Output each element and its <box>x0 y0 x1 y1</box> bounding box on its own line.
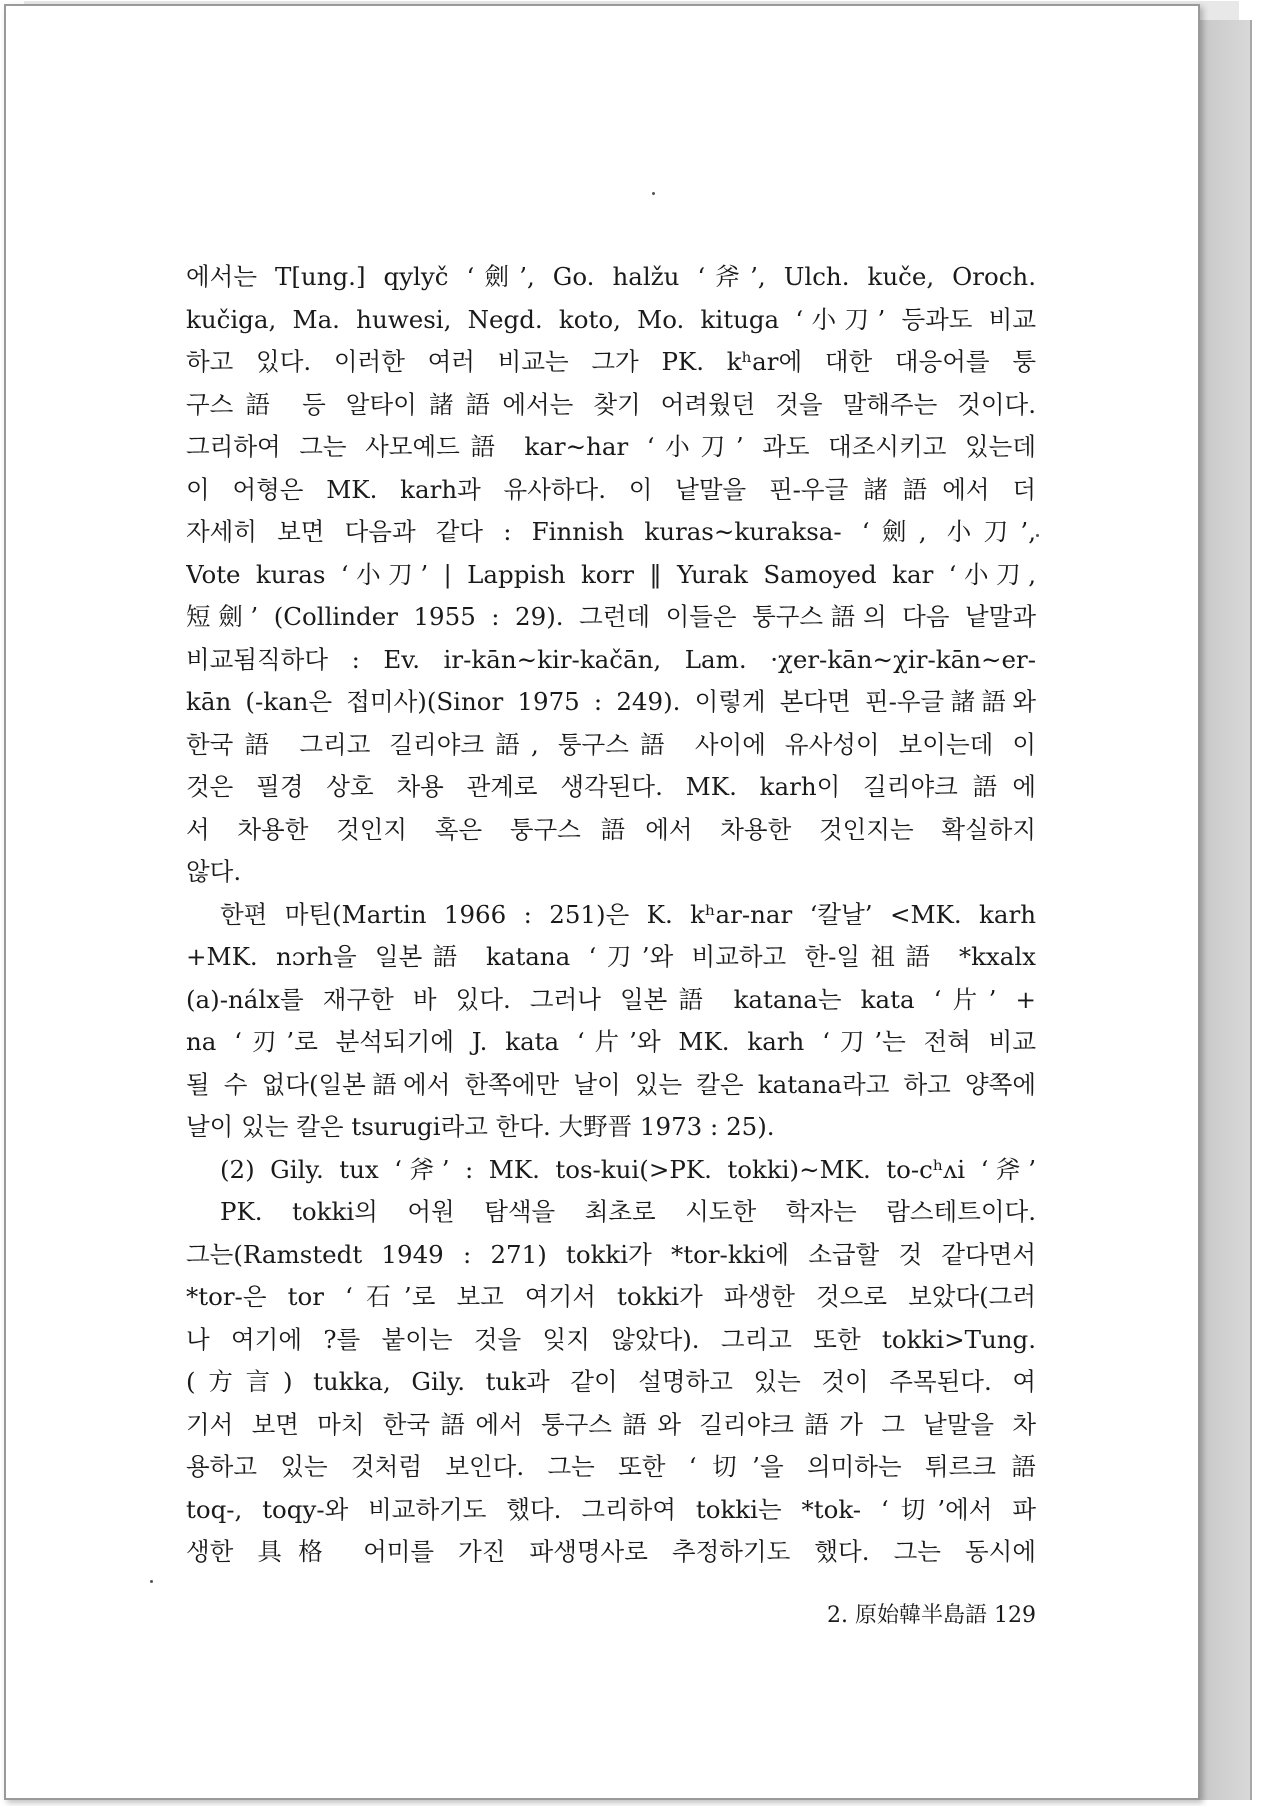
text-line: toq-, toqy-와 비교하기도 했다. 그리하여 tokki는 *tok- ‘切’에서 파 <box>186 1494 1036 1524</box>
text-line: 않다. <box>186 857 242 886</box>
text-line: 서 차용한 것인지 혹은 퉁구스語에서 차용한 것인지는 확실하지 <box>186 814 1036 844</box>
print-speck <box>150 1580 153 1583</box>
text-line: 短劍’ (Collinder 1955 : 29). 그런데 이들은 퉁구스語의 다음 낱말과 <box>186 602 1036 631</box>
text-line: PK. tokki의 어원 탐색을 최초로 시도한 학자는 람스테트이다. <box>220 1197 1036 1226</box>
text-line: 이 어형은 MK. karh과 유사하다. 이 낱말을 핀-우글諸語에서 더 <box>186 474 1036 504</box>
text-line: +MK. nɔrh을 일본語 katana ‘刀’와 비교하고 한-일祖語 *kxalx <box>186 942 1036 971</box>
text-line: 기서 보면 마치 한국語에서 퉁구스語와 길리야크語가 그 낱말을 차 <box>186 1409 1036 1439</box>
text-line: 나 여기에 ?를 붙이는 것을 잊지 않았다). 그리고 또한 tokki>Tung. <box>186 1324 1036 1354</box>
text-line: 에서는 T[ung.] qylyč ‘劍’, Go. halžu ‘斧’, Ulch. kuče, Oroch. <box>186 262 1036 291</box>
text-line: 날이 있는 칼은 tsurugi라고 한다. 大野晋 1973 : 25). <box>186 1112 775 1141</box>
text-line: (方言) tukka, Gily. tuk과 같이 설명하고 있는 것이 주목된다. 여 <box>186 1367 1036 1396</box>
body-text <box>186 256 1036 1574</box>
text-line: *tor-은 tor ‘石’로 보고 여기서 tokki가 파생한 것으로 보았다(그러 <box>186 1282 1036 1311</box>
print-speck <box>1036 534 1039 537</box>
text-line: kučiga, Ma. huwesi, Negd. koto, Mo. kituga ‘小刀’ 등과도 비교 <box>186 304 1036 334</box>
text-line: (2) Gily. tux ‘斧’ : MK. tos-kui(>PK. tokki)∼MK. to-cʰʌi ‘斧’ <box>220 1154 1036 1184</box>
running-footer: 2. 原始韓半島語 129 <box>827 1603 1036 1628</box>
text-line: 그리하여 그는 사모예드語 kar∼har ‘小刀’ 과도 대조시키고 있는데 <box>186 432 1036 461</box>
text-line: kān (-kan은 접미사)(Sinor 1975 : 249). 이렇게 본다면 핀-우글諸語와 <box>186 687 1036 716</box>
text-line: 것은 필경 상호 차용 관계로 생각된다. MK. karh이 길리야크語에 <box>186 772 1036 801</box>
text-line: 될 수 없다(일본語에서 한쪽에만 날이 있는 칼은 katana라고 하고 양쪽에 <box>186 1069 1036 1099</box>
text-line: 그는(Ramstedt 1949 : 271) tokki가 *tor-kki에 소급할 것 같다면서 <box>186 1239 1036 1269</box>
book-page <box>4 4 1200 1800</box>
text-line: Vote kuras ‘小刀’ | Lappish korr ‖ Yurak Samoyed kar ‘小刀, <box>186 559 1036 589</box>
text-line: 용하고 있는 것처럼 보인다. 그는 또한 ‘切’을 의미하는 튀르크語 <box>186 1452 1036 1481</box>
text-line: na ‘刃’로 분석되기에 J. kata ‘片’와 MK. karh ‘刀’는 전혀 비교 <box>186 1027 1036 1056</box>
book-page-edges <box>1198 20 1252 1800</box>
text-line: 한편 마틴(Martin 1966 : 251)은 K. kʰar-nar ‘칼날’ <MK. karh <box>220 899 1036 929</box>
text-line: 비교됨직하다 : Ev. ir-kān∼kir-kačān, Lam. ·χer-kān∼χir-kān∼er- <box>186 644 1036 674</box>
text-line: 하고 있다. 이러한 여러 비교는 그가 PK. kʰar에 대한 대응어를 퉁 <box>186 347 1036 376</box>
print-speck <box>652 192 655 195</box>
text-line: 생한 具格 어미를 가진 파생명사로 추정하기도 했다. 그는 동시에 <box>186 1537 1036 1566</box>
text-line: 자세히 보면 다음과 같다 : Finnish kuras∼kuraksa- ‘劍, 小刀’, <box>186 517 1036 546</box>
text-line: (a)-nálx를 재구한 바 있다. 그러나 일본語 katana는 kata ‘片’ + <box>186 984 1036 1014</box>
text-line: 구스語 등 알타이諸語에서는 찾기 어려웠던 것을 말해주는 것이다. <box>186 389 1036 419</box>
text-line: 한국語 그리고 길리야크語, 퉁구스語 사이에 유사성이 보이는데 이 <box>186 729 1036 759</box>
